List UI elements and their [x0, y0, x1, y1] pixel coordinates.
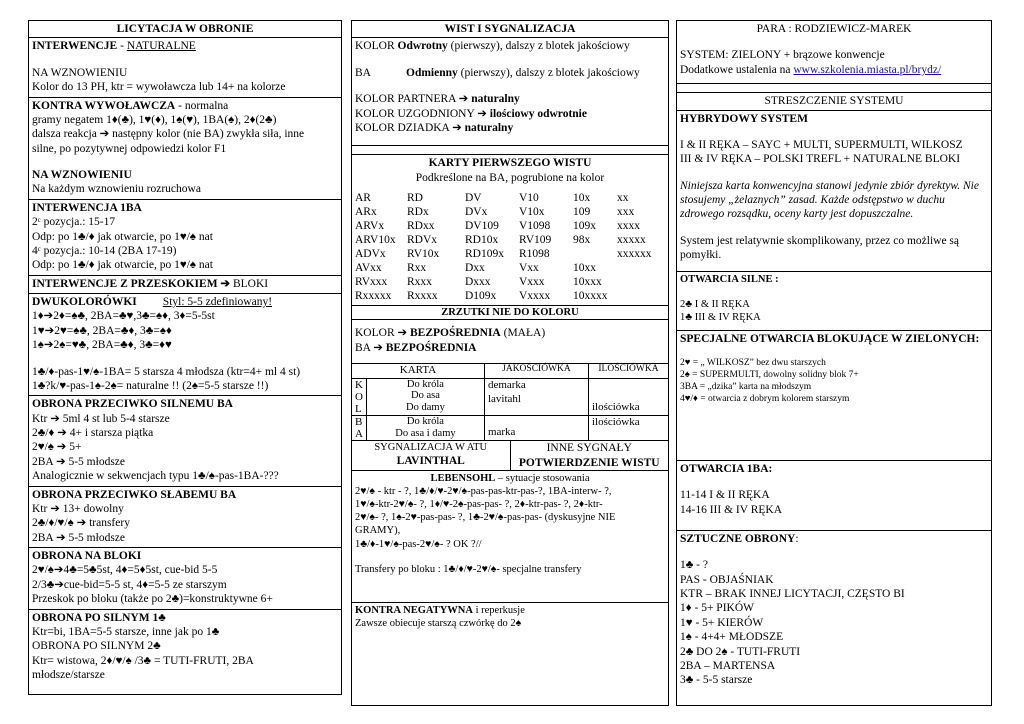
lebensohl-line: GRAMY),: [355, 525, 401, 537]
lead-card-cell: RDxx: [407, 220, 435, 233]
lead-signals-column: [351, 20, 669, 706]
interwencje-title: INTERWENCJE: [32, 40, 118, 53]
interwencje-line2: Kolor do 13 PH, ktr = wywoławcza lub 14+ na kolorze: [32, 81, 286, 94]
lead-card-cell: Vxx: [519, 262, 539, 275]
silny1c-line: Ktr= wistowa, 2♦/♥/♠ /3♣ = TUTI-FRUTI, 2BA: [32, 654, 254, 667]
col2-header: WIST I SYGNALIZACJA: [352, 21, 668, 38]
zrzutki-kolor-value: BEZPOŚREDNIA: [410, 327, 501, 340]
lead-card-cell: V10x: [519, 206, 545, 219]
section-bloki: [29, 548, 341, 610]
lead-card-cell: ARVx: [355, 220, 385, 233]
sztuczne-line: 1♠ - 4+4+ MŁODSZE: [680, 631, 784, 644]
lead-card-cell: [617, 275, 665, 289]
blokujace-line: 3BA = „dzika” karta na młodszym: [680, 382, 812, 392]
lebensohl-title: LEBENSOHL: [430, 472, 496, 484]
wist-kolor-rest: (pierwszy), dalszy z blotek jakościowy: [447, 40, 630, 53]
other-signals-title: INNE SYGNAŁY: [546, 442, 632, 455]
hybryda-line2: III & IV RĘKA – POLSKI TREFL + NATURALNE BLOKI: [680, 153, 961, 166]
bloki-line: 2♥/♠➔4♣=5♣5st, 4♦=5♦5st, cue-bid 5-5: [32, 564, 218, 577]
wist-kolor-label: KOLOR: [355, 40, 398, 53]
section-silny-ba: [29, 396, 341, 486]
lead-card-cell: Rxxxxx: [355, 290, 392, 303]
dziadek-value: naturalny: [464, 121, 514, 134]
hybryda-line1: I & II RĘKA – SAYC + MULTI, SUPERMULTI, WILKOSZ: [680, 138, 963, 151]
kolor-jakosciowka: demarka: [487, 378, 526, 391]
kolor-letter: L: [355, 402, 362, 415]
silny-ba-line: Analogicznie w sekwencjach typu 1♣/♠-pas-1BA-???: [32, 470, 279, 483]
sztuczne-title: SZTUCZNE OBRONY: [680, 532, 796, 545]
silny-ba-line: 2♥/♠ ➔ 5+: [32, 441, 82, 454]
karty-subtitle: Podkreślone na BA, pogrubione na kolor: [415, 171, 605, 184]
silny-ba-title: OBRONA PRZECIWKO SILNEMU BA: [32, 398, 233, 411]
section-silny-1c: [29, 610, 341, 685]
lead-card-cell: 109x: [573, 220, 596, 233]
kontra-title: KONTRA WYWOŁAWCZA: [32, 99, 176, 112]
uzgodniony-value: ilościowy odwrotnie: [489, 107, 587, 120]
section-slaby-ba: [29, 487, 341, 549]
silny-ba-line: 2BA ➔ 5-5 młodsze: [32, 455, 126, 468]
dwukolor-line: 1♥➔2♥=♠♣, 2BA=♣♦, 3♣=♠♦: [32, 324, 172, 337]
silny1c-title: OBRONA PO SILNYM 1♣: [32, 611, 166, 624]
lebensohl-line: 2♥/♠- ?, 1♠-2♥-pas-pas- ?, 1♣-2♥/♠-pas-pas- (dyskusyjne NIE: [355, 512, 616, 524]
zrzutki-kolor-extra: (MAŁA): [500, 327, 546, 340]
agreements-link[interactable]: www.szkolenia.miasta.pl/brydz/: [793, 63, 942, 76]
section-przeskok: [29, 276, 341, 294]
lebensohl-line: 1♥/♠-ktr-2♥/♠- ?, 1♦/♥-2♠-pas-pas- ?, 2♦-ktr-pas- ?, 2♦-ktr-: [355, 499, 603, 511]
lead-card-cell: 10xxxx: [573, 290, 608, 303]
lead-card-cell: [573, 247, 617, 261]
lead-card-cell: RDx: [407, 206, 429, 219]
dwukolor-line: 1♠➔2♠=♥♣, 2BA=♣♦, 3♣=♦♥: [32, 339, 172, 352]
kontra-neg-title-rest: i reperkusje: [472, 604, 525, 616]
section-kontra-wywolawcza: [29, 98, 341, 200]
blokujace-line: 2♠ = SUPERMULTI, dowolny solidny blok 7+: [680, 370, 859, 381]
bloki-title: OBRONA NA BLOKI: [32, 550, 142, 562]
pair-names: PARA : RODZIEWICZ-MAREK: [756, 23, 912, 35]
sztuczne-line: 3♣ - 5-5 starsze: [680, 674, 753, 687]
lead-card-cell: Dxx: [465, 262, 485, 275]
section-interwencja-1ba: [29, 200, 341, 276]
lead-card-cell: AR: [355, 192, 371, 204]
section-karty-wistu: [352, 154, 668, 306]
sztuczne-line: KTR – BRAK INNEJ LICYTACJI, CZĘSTO BI: [680, 588, 905, 600]
lead-card-cell: DV: [465, 192, 482, 204]
kolor-card: Do damy: [406, 401, 445, 413]
section-sztuczne-obrony: [677, 531, 991, 690]
kolor-card: Do króla: [406, 378, 444, 390]
lead-card-cell: R1098: [519, 248, 550, 261]
lead-cards-grid: [355, 191, 665, 303]
lead-card-cell: DVx: [465, 206, 488, 219]
lead-card-cell: DV109: [465, 220, 499, 233]
lead-card-cell: RV10x: [407, 248, 440, 261]
uzgodniony-label: KOLOR UZGODNIONY ➔: [355, 107, 490, 120]
kolor-jakosciowka: lavitahl: [487, 392, 521, 405]
ba-letter: B: [355, 416, 363, 429]
kontra-wznowienie-title: NA WZNOWIENIU: [32, 169, 132, 181]
lead-card-cell: V10: [519, 192, 539, 204]
section-zrzutki: [352, 306, 668, 471]
system-summary-column: [676, 20, 992, 706]
wist-ba-value: Odmienny: [406, 66, 458, 79]
wist-ba-label: BA: [355, 66, 371, 79]
dodatkowe-label: Dodatkowe ustalenia na: [680, 63, 794, 76]
kontra-wznowienie-line: Na każdym wznowieniu rozruchowa: [32, 183, 201, 196]
kolor-letter: K: [355, 378, 363, 391]
hybryda-disclaimer: Niniejsza karta konwencyjna stanowi jedynie zbiór dyrektyw. Nie stosujemy „żelaznych” zasad. Każde odstępstwo w duchu zdrowego rozsądku, oceny karty jest dopuszczalne.: [680, 179, 979, 221]
kontra-neg-title: KONTRA NEGATYWNA: [355, 604, 473, 616]
lead-card-cell: ARx: [355, 206, 377, 219]
lead-card-cell: V1098: [519, 220, 551, 233]
lead-card-cell: [617, 261, 665, 275]
sztuczne-line: PAS - OBJAŚNIAK: [680, 573, 774, 586]
zrzutki-kolor-label: KOLOR ➔: [355, 327, 410, 340]
section-otwarcia-silne: [677, 272, 991, 331]
silny-ba-line: Ktr ➔ 5ml 4 st lub 5-4 starsze: [32, 412, 170, 425]
silny1c-line: młodsze/starsze: [32, 669, 105, 681]
lead-card-cell: xxxxx: [617, 234, 646, 247]
blokujace-title: SPECJALNE OTWARCIA BLOKUJĄCE W ZIELONYCH:: [680, 332, 980, 345]
zrzutki-title: ZRZUTKI NIE DO KOLORU: [352, 306, 668, 320]
ba-card: Do króla: [406, 416, 444, 428]
sztuczne-line: 1♣ - ?: [680, 559, 708, 572]
sztuczne-colon: :: [795, 532, 799, 545]
blokujace-line: 4♥/♦ = otwarcia z dobrym kolorem starszym: [680, 393, 850, 404]
defense-bidding-column: [28, 20, 342, 695]
silne-title: OTWARCIA SILNE :: [680, 273, 779, 285]
sztuczne-line: 2BA – MARTENSA: [680, 659, 776, 672]
lead-card-cell: RVxxx: [355, 276, 388, 289]
wist-ba-rest: (pierwszy), dalszy z blotek jakościowy: [457, 66, 640, 79]
sztuczne-line: 2♣ DO 2♠ - TUTI-FRUTI: [680, 645, 801, 658]
table-head-jakosciowka: JAKOŚCIÓWKA: [484, 364, 588, 379]
lead-card-cell: Vxxx: [519, 276, 545, 289]
int1ba-line: 4ᶜ pozycja.: 10-14 (2BA 17-19): [32, 244, 177, 257]
int1ba-title: INTERWENCJA 1BA: [32, 201, 142, 214]
lead-card-cell: 109: [573, 206, 591, 219]
section-wist: [352, 38, 668, 146]
przeskok-title: INTERWENCJE Z PRZESKOKIEM ➔: [32, 277, 231, 290]
signals-row: [352, 441, 668, 470]
karty-title: KARTY PIERWSZEGO WISTU: [428, 157, 592, 170]
lead-card-cell: ARV10x: [355, 234, 396, 247]
lead-card-cell: [617, 289, 665, 303]
int1ba-line: Odp: po 1♣/♦ jak otwarcie, po 1♥/♠ nat: [32, 259, 213, 272]
lead-card-cell: xxxxxx: [617, 248, 652, 261]
lead-card-cell: AVxx: [355, 262, 382, 275]
lead-card-cell: RD109x: [465, 248, 504, 261]
kontra-line: silne, po pozytywnej odpowiedzi kolor F1: [32, 142, 227, 155]
section-dwukolorowki: [29, 294, 341, 396]
silny1c-line: OBRONA PO SILNYM 2♣: [32, 640, 161, 653]
ba-ilosciowka: ilościówka: [588, 416, 668, 441]
lead-card-cell: Rxxxx: [407, 290, 438, 303]
lead-card-cell: 98x: [573, 234, 591, 247]
dwukolor-title: DWUKOLORÓWKI: [32, 296, 137, 308]
interwencje-line1: NA WZNOWIENIU: [32, 66, 128, 79]
ba-card: Do asa i damy: [395, 427, 456, 439]
blokujace-line: 2♥ = „ WILKOSZ” bez dwu starszych: [680, 358, 826, 369]
kolor-card: Do asa: [411, 390, 440, 402]
dziadek-label: KOLOR DZIADKA ➔: [355, 121, 465, 134]
lead-card-cell: RD10x: [465, 234, 499, 247]
slaby-ba-line: 2♣/♦/♥/♠ ➔ transfery: [32, 517, 130, 530]
lead-card-cell: ADVx: [355, 248, 386, 261]
kontra-title-rest: - normalna: [175, 99, 229, 112]
lead-card-cell: 10xxx: [573, 276, 602, 289]
partner-label: KOLOR PARTNERA ➔: [355, 93, 472, 106]
lead-card-cell: Rxx: [407, 262, 427, 275]
silny-ba-line: 2♣/♦ ➔ 4+ i starsza piątka: [32, 427, 154, 439]
kolor-letter: O: [355, 390, 363, 403]
hybryda-note: System jest relatywnie skomplikowany, przez co możliwe są pomyłki.: [680, 234, 960, 262]
dwukolor-line: 1♦➔2♦=♠♣, 2BA=♣♥,3♣=♠♦, 3♦=5-5st: [32, 310, 215, 323]
dwukolor-line: 1♣?k/♥-pas-1♠-2♠= naturalne !! (2♠=5-5 starsze !!): [32, 379, 269, 392]
lead-card-cell: 10x: [573, 192, 591, 204]
table-head-karta: KARTA: [352, 364, 484, 379]
interwencje-dash: -: [117, 40, 127, 53]
lebensohl-line: 2♥/♠ - ktr - ?, 1♣/♦/♥-2♥/♠-pas-pas-ktr-pas-?, 1BA-interw- ?,: [355, 486, 612, 498]
bloki-line: Przeskok po bloku (także po 2♣)=konstruktywne 6+: [32, 593, 273, 606]
table-head-ilosciowka: ILOŚCIÓWKA: [588, 364, 668, 379]
section-blokujace: [677, 331, 991, 461]
section-hybryda: [677, 111, 991, 272]
section-para: [677, 21, 991, 84]
lead-card-cell: RV109: [519, 234, 552, 247]
discard-table: [352, 363, 668, 441]
dwukolor-style: Styl: 5-5 zdefiniowany!: [162, 296, 273, 308]
lead-card-cell: RD: [407, 192, 423, 204]
slaby-ba-line: 2BA ➔ 5-5 młodsze: [32, 531, 126, 544]
atu-signal-title: SYGNALIZACJA W ATU: [374, 442, 488, 454]
zrzutki-ba-label: BA ➔: [355, 341, 386, 354]
lebensohl-line: 1♣/♦-1♥/♠-pas-2♥/♠- ? OK ?//: [355, 538, 482, 550]
kontra-line: gramy negatem 1♦(♣), 1♥(♦), 1♠(♥), 1BA(♠), 2♦(2♣): [32, 113, 277, 126]
silny1c-line: Ktr=bi, 1BA=5-5 starsze, inne jak po 1♣: [32, 625, 220, 638]
summary-header: STRESZCZENIE SYSTEMU: [677, 92, 991, 110]
lead-card-cell: xx: [617, 192, 629, 204]
silne-line: 2♣ I & II RĘKA: [680, 298, 750, 310]
lead-card-cell: 10xx: [573, 262, 596, 275]
kolor-ilosciowka: ilościówka: [588, 378, 668, 415]
bloki-line: 2/3♣➔cue-bid=5-5 st, 4♦=5-5 ze starszym: [32, 578, 227, 591]
section-lebensohl: [352, 471, 668, 603]
sztuczne-line: 1♥ - 5+ KIERÓW: [680, 616, 764, 629]
int1ba-line: Odp: po 1♣/♦ jak otwarcie, po 1♥/♠ nat: [32, 230, 213, 243]
lead-card-cell: Dxxx: [465, 276, 491, 289]
zrzutki-ba-value: BEZPOŚREDNIA: [385, 341, 477, 354]
lead-card-cell: Rxxx: [407, 276, 432, 289]
slaby-ba-line: Ktr ➔ 13+ dowolny: [32, 502, 124, 515]
otw1ba-title: OTWARCIA 1BA:: [680, 462, 773, 475]
lead-card-cell: xxx: [617, 206, 635, 219]
hybryda-title: HYBRYDOWY SYSTEM: [680, 112, 808, 125]
lead-card-cell: RDVx: [407, 234, 438, 247]
silne-line: 1♣ III & IV RĘKA: [680, 311, 761, 323]
sztuczne-line: 1♦ - 5+ PIKÓW: [680, 602, 754, 615]
otw1ba-line: 11-14 I & II RĘKA: [680, 489, 770, 502]
atu-signal-value: LAVINTHAL: [396, 455, 465, 468]
lead-card-cell: D109x: [465, 290, 497, 303]
dwukolor-line: 1♣/♦-pas-1♥/♠-1BA= 5 starsza 4 młodsza (ktr=4+ ml 4 st): [32, 365, 301, 378]
otw1ba-line: 14-16 III & IV RĘKA: [680, 503, 782, 516]
slaby-ba-title: OBRONA PRZECIWKO SŁABEMU BA: [32, 488, 237, 501]
lead-card-cell: xxxx: [617, 220, 640, 233]
section-kontra-negatywna: [352, 603, 668, 632]
lebensohl-title-rest: – sytuacje stosowania: [495, 472, 590, 484]
interwencje-naturalne: NATURALNE: [126, 40, 196, 53]
wist-kolor-value: Odwrotny: [397, 40, 448, 53]
lead-card-cell: Vxxxx: [519, 290, 551, 303]
kontra-line: dalsza reakcja ➔ następny kolor (nie BA) zwykła siła, inne: [32, 128, 305, 141]
kontra-neg-line: Zawsze obiecuje starszą czwórkę do 2♠: [355, 618, 522, 630]
section-interwencje: [29, 38, 341, 97]
other-signals-value: POTWIERDZENIE WISTU: [518, 456, 660, 469]
system-line: SYSTEM: ZIELONY + brązowe konwencje: [680, 49, 885, 62]
col1-header: LICYTACJA W OBRONIE: [29, 21, 341, 38]
section-otwarcia-1ba: [677, 461, 991, 531]
ba-jakosciowka: marka: [484, 416, 588, 441]
int1ba-line: 2ᶜ pozycja.: 15-17: [32, 216, 116, 229]
lebensohl-transfery: Transfery po bloku : 1♣/♦/♥-2♥/♠- specjalne transfery: [355, 563, 582, 575]
ba-letter: A: [355, 428, 363, 441]
przeskok-rest: BLOKI: [230, 277, 269, 290]
partner-value: naturalny: [471, 93, 520, 106]
